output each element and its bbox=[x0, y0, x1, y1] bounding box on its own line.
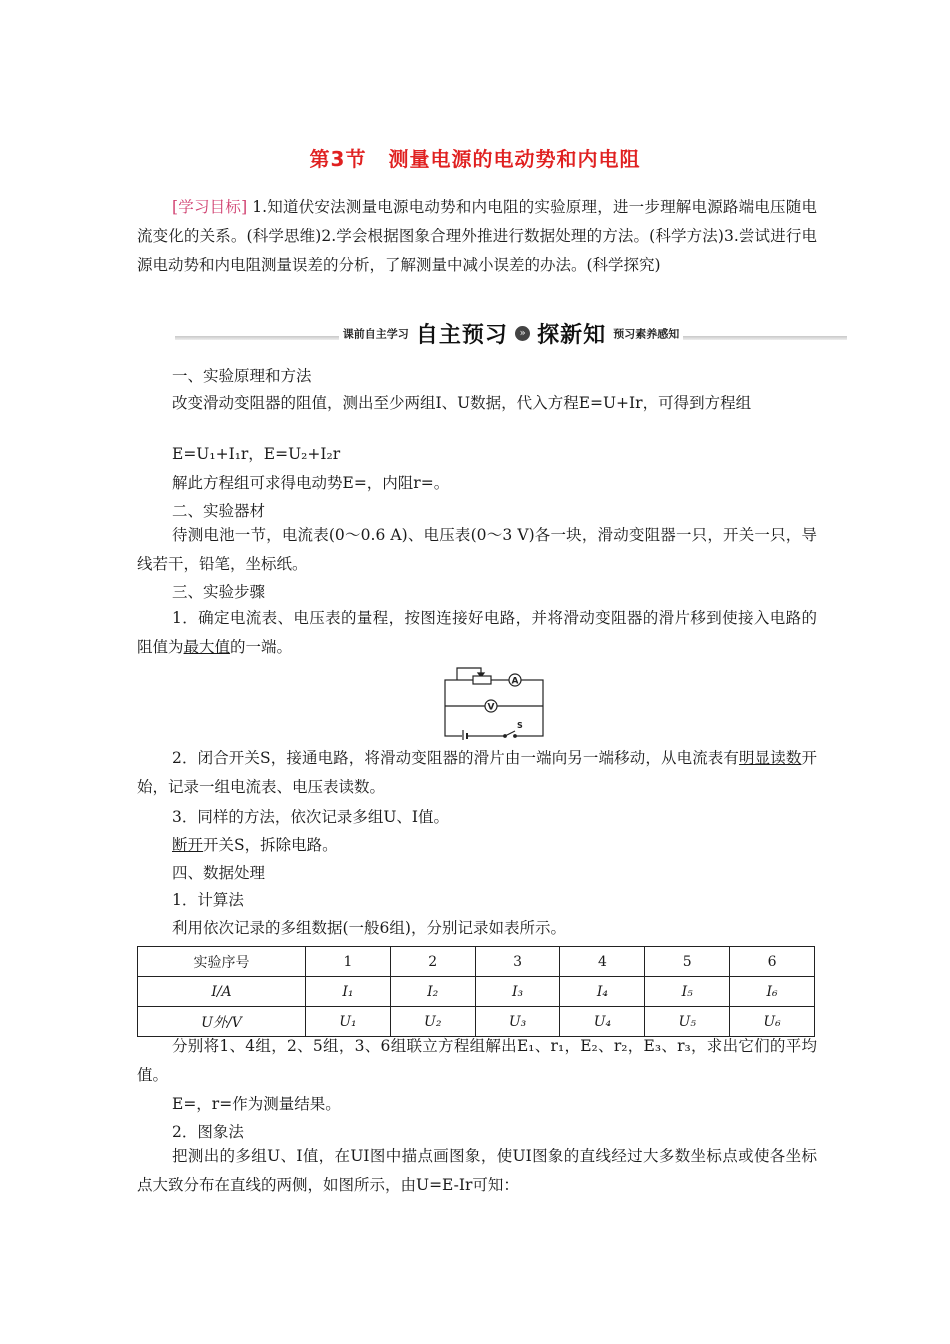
step-4-underlined: 断开 bbox=[172, 836, 204, 854]
principle-text: 改变滑动变阻器的阻值，测出至少两组I、U数据，代入方程E=U+Ir，可得到方程组 bbox=[172, 394, 752, 412]
table-cell: 5 bbox=[645, 947, 730, 977]
method-1-text: 利用依次记录的多组数据(一般6组)，分别记录如表所示。 bbox=[172, 919, 566, 937]
section-topic: 测量电源的电动势和内电阻 bbox=[388, 147, 641, 171]
solution-text: 解此方程组可求得电动势E=，内阻r=。 bbox=[172, 474, 450, 492]
banner-right-caption: 预习素养感知 bbox=[613, 327, 680, 341]
rheostat-icon bbox=[473, 676, 491, 684]
heading-equipment: 二、实验器材 bbox=[172, 502, 266, 520]
method-2-title: 2．图象法 bbox=[172, 1123, 244, 1141]
switch-label: S bbox=[517, 721, 523, 730]
after-table-text: 分别将1、4组，2、5组，3、6组联立方程组解出E₁、r₁，E₂、r₂，E₃、r₃，求出它们的平均值。 bbox=[137, 1037, 817, 1084]
result-text: E=，r=作为测量结果。 bbox=[172, 1095, 341, 1113]
step-2-text: 2．闭合开关S，接通电路，将滑动变阻器的滑片由一端向另一端移动，从电流表有 bbox=[172, 749, 740, 767]
circuit-diagram bbox=[443, 664, 547, 740]
table-cell: 3 bbox=[475, 947, 560, 977]
table-cell: 4 bbox=[560, 947, 645, 977]
table-cell: I₅ bbox=[645, 977, 730, 1007]
step-4-text: 开关S，拆除电路。 bbox=[203, 836, 338, 854]
ammeter-label: A bbox=[511, 676, 519, 687]
table-cell: U₅ bbox=[645, 1007, 730, 1037]
table-cell: 1 bbox=[306, 947, 391, 977]
step-2-underlined: 明显读数 bbox=[739, 749, 802, 767]
table-cell: 6 bbox=[730, 947, 815, 977]
step-2 bbox=[137, 744, 817, 802]
step-1-text: 1．确定电流表、电压表的量程，按图连接好电路，并将滑动变阻器的滑片移到使接入电路的阻值为 bbox=[137, 609, 817, 656]
step-1 bbox=[137, 604, 817, 662]
step-1-underlined: 最大值 bbox=[183, 638, 231, 656]
step-1-end: 的一端。 bbox=[230, 638, 293, 656]
banner-main-right: 探新知 bbox=[537, 323, 607, 348]
table-cell: U₁ bbox=[306, 1007, 391, 1037]
table-cell: U₃ bbox=[475, 1007, 560, 1037]
table-cell: I₁ bbox=[306, 977, 391, 1007]
table-cell: 2 bbox=[390, 947, 475, 977]
table-cell: U₄ bbox=[560, 1007, 645, 1037]
method-1-title: 1．计算法 bbox=[172, 891, 244, 909]
row-header: U外/V bbox=[138, 1007, 306, 1037]
table-cell: U₆ bbox=[730, 1007, 815, 1037]
data-table bbox=[137, 946, 815, 1037]
step-2-end: 开始，记录一组电流表、电压表读数。 bbox=[137, 749, 817, 796]
heading-steps: 三、实验步骤 bbox=[172, 583, 266, 601]
section-number: 第3节 bbox=[309, 147, 367, 171]
banner-left-caption: 课前自主学习 bbox=[342, 327, 409, 341]
row-header: I/A bbox=[138, 977, 306, 1007]
table-cell: I₃ bbox=[475, 977, 560, 1007]
step-3: 3．同样的方法，依次记录多组U、I值。 bbox=[172, 808, 450, 826]
learning-goals-text: 1.知道伏安法测量电源电动势和内电阻的实验原理，进一步理解电源路端电压随电流变化的关系。(科学思维)2.学会根据图象合理外推进行数据处理的方法。(科学方法)3.尝试进行电源电动势和内电阻测量误差的分析，了解测量中减小误差的办法。(科学探究) bbox=[137, 198, 817, 274]
table-row bbox=[138, 947, 815, 977]
row-header: 实验序号 bbox=[138, 947, 306, 977]
learning-goals bbox=[137, 193, 817, 280]
table-cell: I₂ bbox=[390, 977, 475, 1007]
banner-main-left: 自主预习 bbox=[415, 323, 508, 348]
learning-goals-tag: [学习目标] bbox=[172, 198, 248, 216]
table-cell: I₄ bbox=[560, 977, 645, 1007]
table-row bbox=[138, 977, 815, 1007]
step-4 bbox=[172, 833, 338, 855]
equipment-text: 待测电池一节，电流表(0～0.6 A)、电压表(0～3 V)各一块，滑动变阻器一只，开关一只，导线若干，铅笔，坐标纸。 bbox=[137, 526, 817, 573]
banner-arrow-icon: » bbox=[515, 326, 530, 341]
heading-data: 四、数据处理 bbox=[172, 864, 266, 882]
method-2-text: 把测出的多组U、I值，在UI图中描点画图象，使UI图象的直线经过大多数坐标点或使各坐标点大致分布在直线的两侧，如图所示，由U=E-Ir可知： bbox=[137, 1147, 817, 1194]
table-cell: I₆ bbox=[730, 977, 815, 1007]
table-cell: U₂ bbox=[390, 1007, 475, 1037]
voltmeter-label: V bbox=[487, 702, 495, 713]
heading-principle: 一、实验原理和方法 bbox=[172, 367, 312, 385]
section-banner bbox=[175, 318, 847, 352]
equation-system: E=U₁+I₁r，E=U₂+I₂r bbox=[172, 445, 341, 463]
page-title bbox=[0, 143, 950, 172]
